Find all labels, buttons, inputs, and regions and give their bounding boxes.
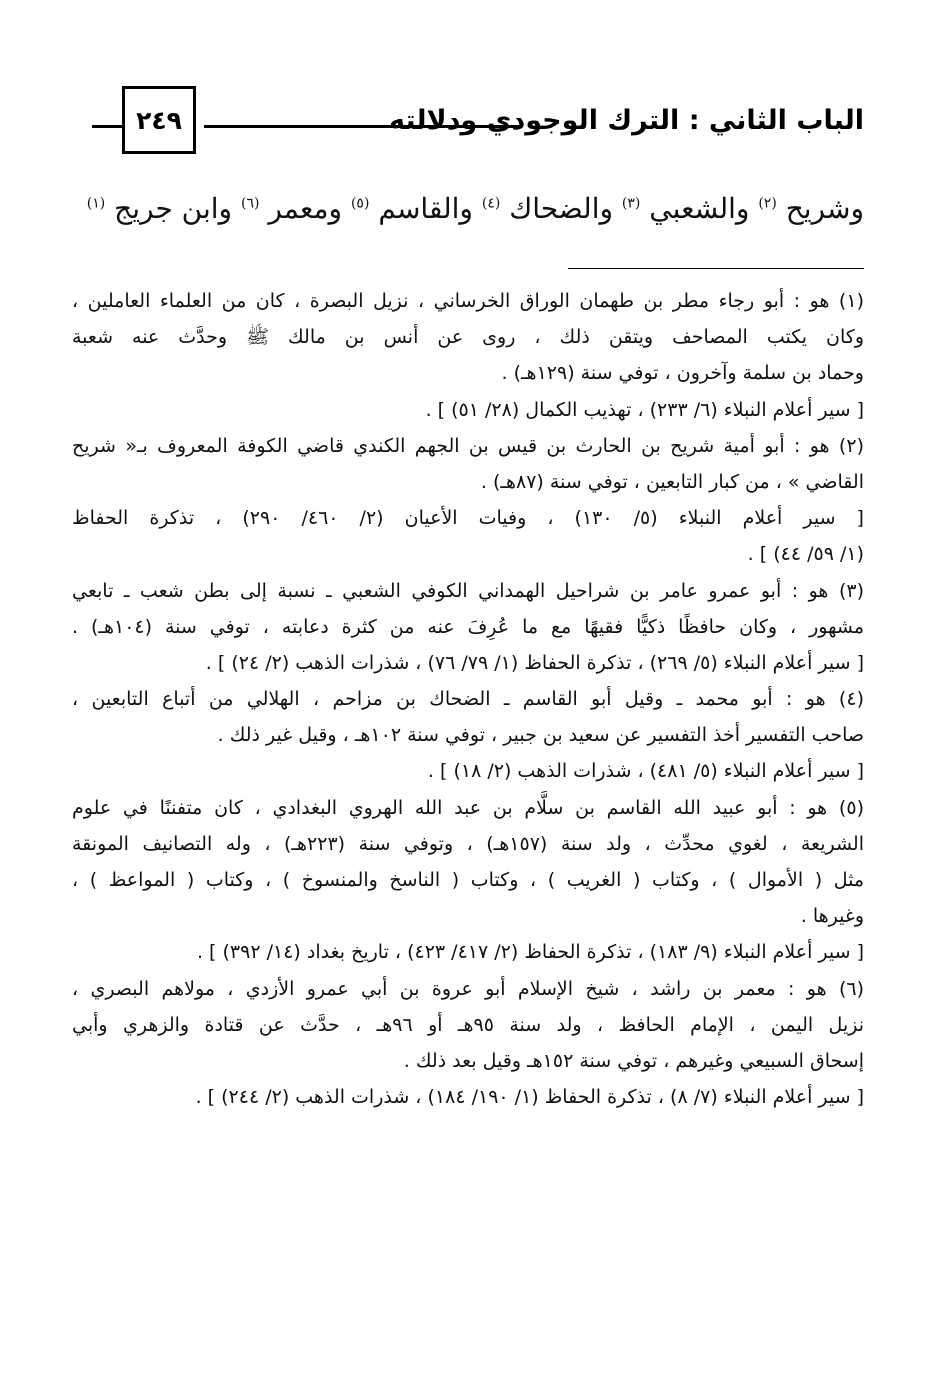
footnote-line: (٢) هو : أبو أمية شريح بن الحارث بن قيس بن الجهم الكندي قاضي الكوفة المعروف بـ« شريح [72, 434, 864, 457]
page-number-box [122, 86, 196, 154]
footnote-mark: (١) [86, 195, 106, 212]
footnote-line: (٦) هو : معمر بن راشد ، شيخ الإسلام أبو عروة بن أبي عمرو الأزدي ، مولاهم البصري ، [72, 977, 864, 1000]
main-name: وابن جريج [114, 192, 233, 225]
running-header [92, 86, 864, 156]
footnote-line: نزيل اليمن ، الإمام الحافظ ، ولد سنة ٩٥هـ أو ٩٦هـ ، حدَّث عن قتادة والزهري وأبي [72, 1013, 865, 1036]
main-name: والقاسم [378, 192, 473, 225]
page-number: ٢٤٩ [136, 105, 182, 135]
footnote-line: إسحاق السبيعي وغيرهم ، توفي سنة ١٥٢هـ وقيل بعد ذلك . [403, 1049, 864, 1072]
footnote-line: وغيرها . [800, 905, 864, 928]
footnote-line: (٥) هو : أبو عبيد الله القاسم بن سلَّام بن عبد الله الهروي البغدادي ، كان متفننًا في علوم [72, 796, 864, 819]
footnote-mark: (٣) [621, 195, 641, 212]
footnotes [72, 283, 864, 1115]
footnote-line: الشريعة ، لغوي محدِّث ، ولد سنة (١٥٧هـ) ، وتوفي سنة (٢٢٣هـ) ، وله التصانيف المونقة [72, 832, 864, 855]
footnote-line: (١/ ٥٩/ ٤٤) ] . [747, 543, 864, 566]
footnote-line: [ سير أعلام النبلاء (٥/ ١٣٠) ، وفيات الأعيان (٢/ ٤٦٠/ ٢٩٠) ، تذكرة الحفاظ [72, 507, 864, 530]
footnote-line: وحماد بن سلمة وآخرون ، توفي سنة (١٢٩هـ) . [501, 362, 864, 385]
footnote-mark: (٤) [481, 195, 501, 212]
footnote-line: مثل ( الأموال ) ، وكتاب ( الغريب ) ، وكتاب ( الناسخ والمنسوخ ) ، وكتاب ( المواعظ ) ، [72, 869, 864, 891]
main-name: وشريح [785, 192, 864, 225]
footnote-line: (١) هو : أبو رجاء مطر بن طهمان الوراق الخرساني ، نزيل البصرة ، كان من العلماء العاملين ، [72, 290, 864, 312]
footnote-mark: (٦) [240, 195, 260, 212]
footnote-line: مشهور ، وكان حافظًا ذكيًّا فقيهًا مع ما عُرِفَ عنه من كثرة دعابته ، توفي سنة (١٠٤هـ) . [72, 615, 865, 638]
main-name: والشعبي [649, 192, 750, 225]
footnote-line: وكان يكتب المصاحف ويتقن ذلك ، روى عن أنس بن مالك ﷺ وحدَّث عنه شعبة [72, 326, 864, 349]
footnote-line: [ سير أعلام النبلاء (٥/ ٤٨١) ، شذرات الذهب (٢/ ١٨) ] . [427, 760, 864, 783]
footnote-line: صاحب التفسير أخذ التفسير عن سعيد بن جبير ، توفي سنة ١٠٢هـ ، وقيل غير ذلك . [217, 724, 864, 747]
footnote-line: [ سير أعلام النبلاء (٧/ ٨) ، تذكرة الحفاظ (١/ ١٩٠/ ١٨٤) ، شذرات الذهب (٢/ ٢٤٤) ] . [195, 1086, 864, 1109]
header-rule-short [92, 125, 124, 128]
footnote-line: (٣) هو : أبو عمرو عامر بن شراحيل الهمداني الكوفي الشعبي ـ نسبة إلى بطن شعب ـ تابعي [72, 579, 864, 602]
footnote-separator [568, 268, 864, 269]
header-rule-long [204, 125, 519, 128]
chapter-title: الباب الثاني : الترك الوجودي ودلالته [388, 105, 864, 136]
footnote-line: (٤) هو : أبو محمد ـ وقيل أبو القاسم ـ الضحاك بن مزاحم ، الهلالي من أتباع التابعين ، [72, 688, 864, 711]
footnote-line: [ سير أعلام النبلاء (٥/ ٢٦٩) ، تذكرة الحفاظ (١/ ٧٩/ ٧٦) ، شذرات الذهب (٢/ ٢٤) ] . [205, 651, 864, 674]
footnote-line: [ سير أعلام النبلاء (٦/ ٢٣٣) ، تهذيب الكمال (٢٨/ ٥١) ] . [425, 398, 864, 421]
main-name: والضحاك [509, 192, 614, 225]
main-text-line [86, 185, 864, 233]
main-name: ومعمر [268, 192, 343, 225]
footnote-line: [ سير أعلام النبلاء (٩/ ١٨٣) ، تذكرة الحفاظ (٢/ ٤١٧/ ٤٢٣) ، تاريخ بغداد (١٤/ ٣٩٢) ] . [196, 941, 864, 964]
footnote-mark: (٥) [350, 195, 370, 212]
footnote-line: القاضي » ، من كبار التابعين ، توفي سنة (٨٧هـ) . [480, 470, 864, 493]
footnote-mark: (٢) [758, 195, 777, 212]
